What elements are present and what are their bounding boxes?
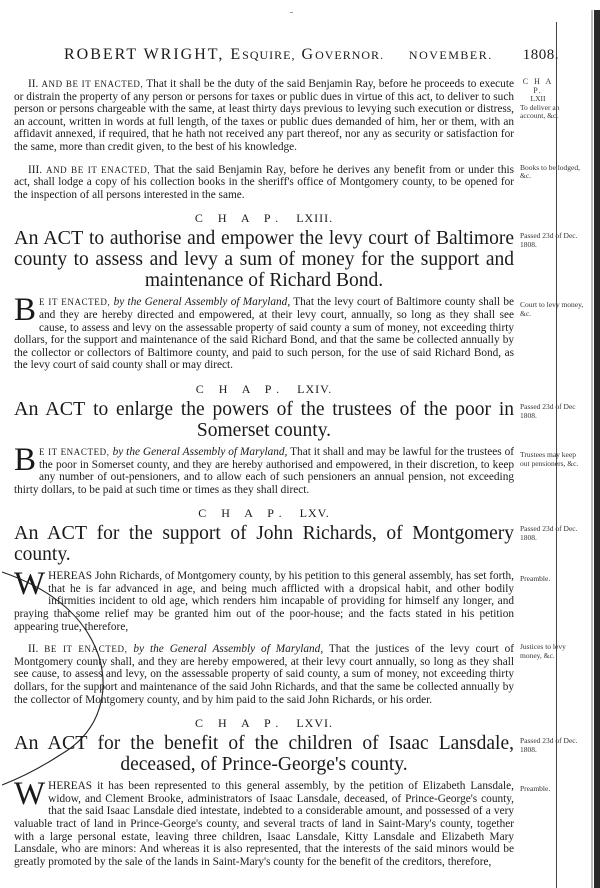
header-year: 1808. — [522, 47, 559, 63]
act-title-block — [14, 732, 578, 776]
margin-note-text: Preamble. — [520, 574, 551, 584]
scan-speck — [290, 12, 293, 13]
chapter-lxvi — [14, 716, 578, 868]
section-number: II. — [28, 78, 39, 90]
margin-note — [520, 164, 586, 181]
act-title — [14, 523, 514, 565]
act-body — [14, 292, 515, 372]
enacting-clause: E IT ENACTED, — [39, 446, 110, 457]
chapter-lxv — [14, 506, 578, 706]
act-body — [14, 441, 515, 496]
chap-number: LXIV. — [297, 381, 333, 396]
margin-chap-number: LXII — [530, 94, 546, 104]
section-lxv-ii — [14, 642, 566, 706]
margin-note — [520, 785, 586, 794]
chap-number: LXVI. — [296, 716, 334, 731]
margin-note-text: Passed 23d of Dec. 1808. — [520, 524, 578, 542]
assembly-clause: by the General Assembly of Maryland, — [133, 643, 324, 656]
act-preamble-text: John Richards, of Montgomery county, by his petition to this general assembly, has set forth, that he is far advanced in age, and being much afflicted with a dropsical habit, and other bodily infirmities incident to old age, which renders him incapable of providing for himself any longer, and praying that some relief may be granted him out of the poor-house; and the facts stated in his petition appearing true, therefore, — [14, 570, 515, 633]
act-preamble-block — [14, 776, 551, 868]
act-body-text: That it shall and may be lawful for the trustees of the poor in Somerset county, and they are hereby authorised and empowered, in their discretion, to keep any number of out-pensioners, and to allow each of such pensioners an annual pension, not exceeding thirty dollars, to be paid at such time or times as they shall direct. — [14, 445, 515, 496]
margin-note-text: Justices to levy money, &c. — [520, 642, 566, 660]
section-paragraph — [14, 78, 514, 154]
header-office-initial: G — [301, 46, 316, 63]
enacting-clause: BE IT ENACTED, — [44, 644, 128, 655]
margin-note-text: Passed 23d of Dec 1808. — [520, 401, 576, 420]
enacting-clause: E IT ENACTED, — [39, 297, 111, 308]
section-text: That the justices of the levy court of Montgomery county shall, and they are hereby empowered, at their levy court annually, so long as they shall see cause, to assess and levy, on the assessable property of said county, a sum of money, not exceeding thirty dollars, for the support and maintenance of the said John Richards, and that the same be collected annually by the collector of Montgomery county, and by him paid to the said John Richards, or his order. — [14, 643, 515, 706]
margin-note — [520, 451, 586, 468]
chapter-heading — [14, 382, 514, 397]
chap-number: LXIII. — [296, 211, 334, 226]
act-title — [14, 399, 514, 441]
header-month: NOVEMBER. — [408, 48, 493, 62]
act-preamble-text: it has been represented to this general assembly, by the petition of Elizabeth Lansdale, widow, and Clement Brooke, administrators of Isaac Lansdale, deceased, of Prince-George's county, that the said Isaac Lansdale died intestate, indebted to a considerable amount, and possessed of a very valuable tract of land in Prince-George's county, and several tracts of land in Saint-Mary's county, together with a large personal estate, leaving three children, Isaac Lansdale, Kitty Lansdale and Elizabeth Mary Lansdale, who are minors: And whereas it is also represented, that the interests of the said minors would be greatly promoted by the sale of the lands in Saint-Mary's county for the benefit of the creditors, therefore, — [14, 780, 514, 868]
margin-note-text: Trustees may keep out pensioners, &c. — [520, 449, 579, 468]
section-number: II. — [28, 643, 39, 656]
act-title — [14, 228, 514, 291]
act-title-lead: An ACT — [14, 227, 84, 250]
act-title-block — [14, 227, 578, 292]
drop-cap: B — [14, 441, 37, 478]
running-header — [64, 0, 559, 68]
margin-note-text: Court to levy money, &c. — [520, 300, 584, 318]
section-number: III. — [28, 163, 43, 176]
section-paragraph — [14, 643, 514, 706]
margin-note — [520, 525, 586, 542]
margin-note — [520, 575, 586, 584]
act-title-text: for the support of John Richards, of Montgomery county. — [14, 523, 515, 566]
act-preamble-block — [14, 566, 551, 633]
act-preamble — [14, 776, 514, 868]
margin-note-text: To deliver an account, &c. — [520, 102, 560, 121]
whereas-clause: HEREAS — [48, 780, 93, 793]
drop-cap: B — [14, 292, 37, 329]
enacting-clause: AND BE IT ENACTED, — [45, 164, 151, 175]
chapter-lxiv — [14, 381, 579, 496]
chapter-heading — [14, 211, 514, 226]
header-title-rest: SQUIRE, — [242, 48, 296, 62]
chapter-heading — [14, 716, 514, 731]
chap-label: C H A P. — [194, 211, 285, 226]
act-title-text: to enlarge the powers of the trustees of the poor in Somerset county. — [93, 398, 515, 441]
margin-note — [520, 643, 586, 660]
section-lxii-iii — [14, 162, 580, 202]
act-title-lead: An ACT — [14, 397, 86, 420]
act-title-text: to authorise and empower the levy court of Baltimore county to assess and levy a sum of money for the support and maintenance of Richard Bond. — [14, 228, 514, 292]
act-body-block — [14, 441, 579, 496]
assembly-clause: by the General Assembly of Maryland, — [113, 296, 291, 309]
margin-note — [520, 78, 586, 121]
act-body-block — [14, 292, 584, 372]
section-text: That it shall be the duty of the said Benjamin Ray, before he proceeds to execute or distrain the property of any person or persons for taxes or public dues in virtue of this act, to deliver to such person or persons chargeable with the same, at least thirty days previous to levying such execution or distress, an account, written in words at full length, of the taxes or public dues demanded of him, her or them, with an affidavit annexed, if required, that he hath not received any part thereof, nor any as security or satisfaction for the same, more than credit given, to the best of his knowledge. — [14, 78, 514, 153]
margin-note-text: Books to be lodged, &c. — [520, 162, 580, 181]
chap-label: C H A P. — [194, 716, 285, 731]
scan-edge-gap — [591, 10, 593, 888]
header-office-rest: OVERNOR. — [315, 48, 385, 62]
margin-note — [520, 301, 586, 318]
drop-cap: W — [14, 776, 46, 813]
section-paragraph — [14, 164, 514, 202]
act-title-block — [14, 522, 578, 566]
act-preamble — [14, 566, 515, 633]
margin-chap-label: C H A P. — [522, 77, 554, 95]
whereas-clause: HEREAS — [48, 570, 93, 583]
enacting-clause: AND BE IT ENACTED, — [41, 79, 144, 89]
margin-note — [520, 232, 586, 249]
section-text: That the said Benjamin Ray, before he derives any benefit from or under this act, shall lodge a copy of his collection books in the sheriff's office of Montgomery county, to be opened for the inspection of all persons interested in the same. — [14, 163, 514, 201]
scan-edge — [594, 10, 600, 888]
drop-cap: W — [14, 566, 46, 603]
document-body — [14, 77, 584, 888]
assembly-clause: by the General Assembly of Maryland, — [112, 445, 288, 458]
header-name: ROBERT WRIGHT, — [64, 46, 225, 63]
act-title-text: for the benefit of the children of Isaac Lansdale, deceased, of Prince-George's county. — [97, 733, 514, 776]
chap-label: C H A P. — [198, 506, 288, 521]
margin-note — [520, 403, 586, 420]
act-title — [14, 733, 514, 775]
margin-note-text: Passed 23d of Dec. 1808. — [520, 231, 578, 249]
chapter-lxiii — [14, 211, 584, 372]
margin-note-text: Passed 23d of Dec. 1808. — [520, 736, 578, 754]
chap-number: LXV. — [299, 506, 330, 521]
chap-label: C H A P. — [195, 381, 286, 396]
act-title-lead: An ACT — [14, 522, 88, 545]
section-lxii-ii — [14, 77, 560, 154]
margin-note-text: Preamble. — [520, 784, 551, 794]
header-title-initial: E — [230, 46, 243, 63]
chapter-heading — [14, 506, 514, 521]
act-title-lead: An ACT — [14, 732, 88, 755]
act-body-text: That the levy court of Baltimore county shall be and they are hereby directed and empowered, at their levy court, annually, so long as they shall see cause, to assess and levy on the assessable property of said county a sum of money, not exceeding thirty dollars, for the support and maintenance of the said Richard Bond, and that the same be collected annually by the collector or collectors of Baltimore county, and paid to such person, for the use of said Richard Bond, as the levy court of said county shall or may direct. — [14, 296, 515, 372]
act-title-block — [14, 397, 576, 441]
header-governor — [64, 46, 384, 64]
margin-note — [520, 737, 586, 754]
